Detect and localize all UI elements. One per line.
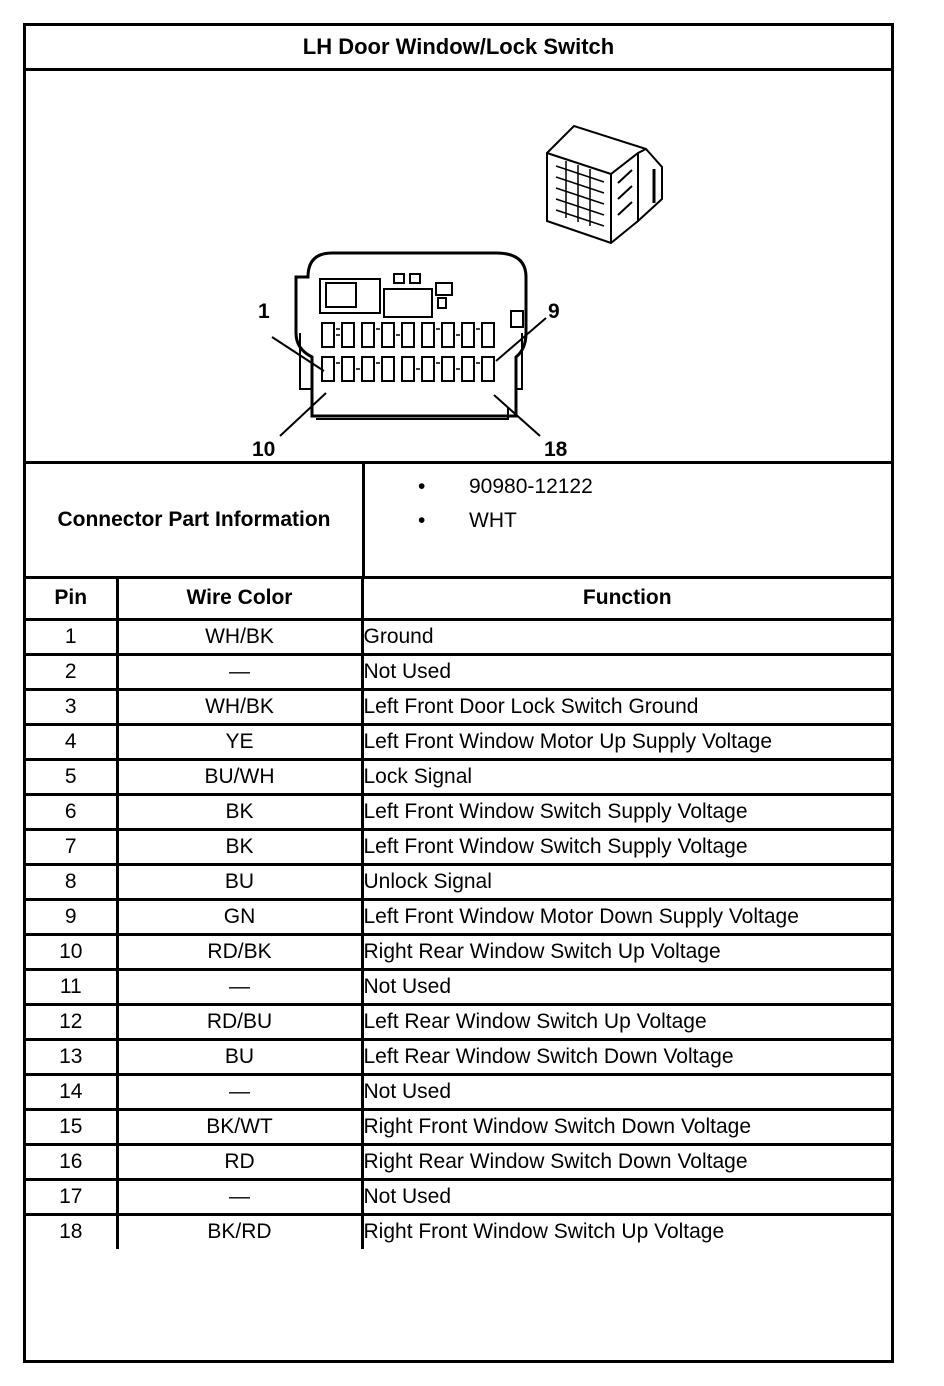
function-cell: Right Rear Window Switch Down Voltage (362, 1144, 891, 1179)
pin-cell: 5 (26, 759, 117, 794)
function-cell: Not Used (362, 969, 891, 1004)
table-row (26, 759, 891, 794)
wire-color-cell: RD/BK (117, 934, 362, 969)
table-row (26, 899, 891, 934)
wire-color-cell: WH/BK (117, 619, 362, 654)
pin-cell: 1 (26, 619, 117, 654)
table-row (26, 689, 891, 724)
wire-color-cell: RD (117, 1144, 362, 1179)
pin-cell: 11 (26, 969, 117, 1004)
function-cell: Left Rear Window Switch Down Voltage (362, 1039, 891, 1074)
connector-part-info (26, 464, 891, 579)
function-cell: Not Used (362, 1179, 891, 1214)
function-cell: Not Used (362, 1074, 891, 1109)
pin-cell: 18 (26, 1214, 117, 1249)
pin-cell: 10 (26, 934, 117, 969)
pin-cell: 6 (26, 794, 117, 829)
wire-color-cell: RD/BU (117, 1004, 362, 1039)
wire-color-cell: — (117, 1074, 362, 1109)
wire-color-cell: BU (117, 1039, 362, 1074)
bullet-icon: • (418, 509, 426, 532)
table-row (26, 1179, 891, 1214)
bullet-icon: • (418, 475, 426, 498)
connector-part-label: Connector Part Information (26, 464, 365, 576)
connector-color: WHT (469, 509, 517, 532)
table-row (26, 1144, 891, 1179)
function-cell: Left Rear Window Switch Up Voltage (362, 1004, 891, 1039)
list-item (365, 504, 885, 538)
table-row (26, 794, 891, 829)
wire-color-cell: BK (117, 794, 362, 829)
header-pin: Pin (26, 579, 117, 619)
wire-color-cell: — (117, 969, 362, 1004)
pin-cell: 8 (26, 864, 117, 899)
table-row (26, 1004, 891, 1039)
part-number: 90980-12122 (469, 475, 593, 498)
pin-cell: 3 (26, 689, 117, 724)
sheet-title: LH Door Window/Lock Switch (26, 26, 891, 71)
pin-label-10: 10 (252, 438, 276, 461)
pin-label-18: 18 (544, 438, 568, 461)
pinout-table (26, 579, 891, 1249)
connector-face (272, 253, 546, 436)
table-row (26, 864, 891, 899)
function-cell: Ground (362, 619, 891, 654)
connector-3d-view-icon (547, 126, 662, 243)
function-cell: Left Front Window Motor Up Supply Voltage (362, 724, 891, 759)
pin-cell: 9 (26, 899, 117, 934)
pin-cell: 17 (26, 1179, 117, 1214)
table-row (26, 654, 891, 689)
function-cell: Left Front Window Switch Supply Voltage (362, 829, 891, 864)
pin-label-9: 9 (548, 300, 560, 323)
function-cell: Right Rear Window Switch Up Voltage (362, 934, 891, 969)
pin-cell: 16 (26, 1144, 117, 1179)
function-cell: Left Front Door Lock Switch Ground (362, 689, 891, 724)
table-row (26, 1109, 891, 1144)
table-row (26, 619, 891, 654)
table-header-row (26, 579, 891, 619)
connector-diagram (26, 71, 891, 464)
pin-label-1: 1 (258, 300, 270, 323)
pin-cell: 7 (26, 829, 117, 864)
wire-color-cell: BK (117, 829, 362, 864)
pin-cell: 12 (26, 1004, 117, 1039)
wire-color-cell: — (117, 654, 362, 689)
wire-color-cell: — (117, 1179, 362, 1214)
function-cell: Left Front Window Motor Down Supply Voltage (362, 899, 891, 934)
pin-cell: 13 (26, 1039, 117, 1074)
function-cell: Lock Signal (362, 759, 891, 794)
pin-cell: 4 (26, 724, 117, 759)
wire-color-cell: BK/RD (117, 1214, 362, 1249)
pin-cell: 14 (26, 1074, 117, 1109)
wire-color-cell: BU (117, 864, 362, 899)
function-cell: Unlock Signal (362, 864, 891, 899)
header-wire-color: Wire Color (117, 579, 362, 619)
header-function: Function (362, 579, 891, 619)
function-cell: Right Front Window Switch Up Voltage (362, 1214, 891, 1249)
table-row (26, 969, 891, 1004)
wire-color-cell: BK/WT (117, 1109, 362, 1144)
table-row (26, 1214, 891, 1249)
pin-cell: 2 (26, 654, 117, 689)
table-row (26, 1074, 891, 1109)
wire-color-cell: GN (117, 899, 362, 934)
table-row (26, 724, 891, 759)
connector-part-list (365, 470, 885, 538)
table-row (26, 934, 891, 969)
connector-sheet (23, 23, 894, 1363)
connector-drawing (26, 71, 891, 461)
table-row (26, 1039, 891, 1074)
function-cell: Right Front Window Switch Down Voltage (362, 1109, 891, 1144)
pin-cell: 15 (26, 1109, 117, 1144)
table-row (26, 829, 891, 864)
function-cell: Not Used (362, 654, 891, 689)
wire-color-cell: WH/BK (117, 689, 362, 724)
function-cell: Left Front Window Switch Supply Voltage (362, 794, 891, 829)
wire-color-cell: YE (117, 724, 362, 759)
wire-color-cell: BU/WH (117, 759, 362, 794)
list-item (365, 470, 885, 504)
